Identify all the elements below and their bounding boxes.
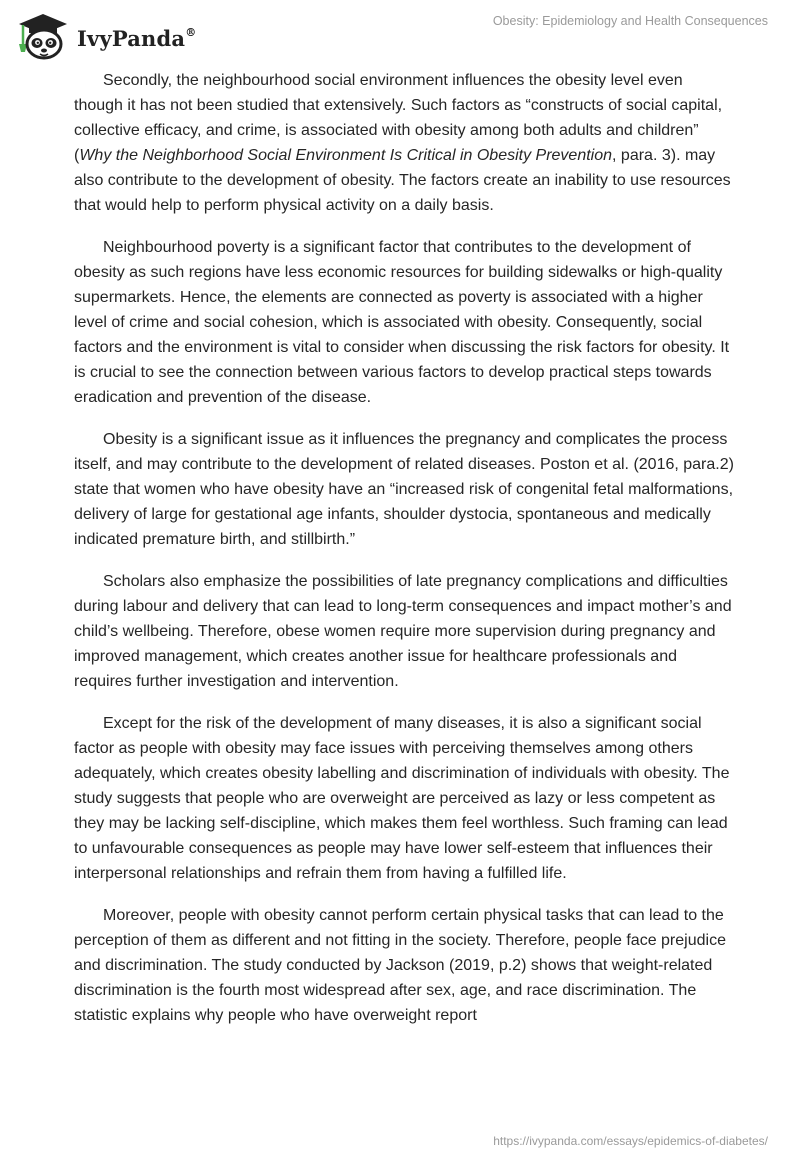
panda-graduate-icon: [15, 10, 71, 60]
paragraph: Scholars also emphasize the possibilities of late pregnancy complications and difficulties during labour and delivery that can lead to long-term consequences and impact mother’s and child’s wellbeing. Therefore, obese women require more supervision during pregnancy and improved management, which creates another issue for healthcare professionals and requires further investigation and intervention.: [74, 573, 732, 690]
cited-title: Why the Neighborhood Social Environment Is Critical in Obesity Prevention: [79, 147, 613, 164]
paragraph: Neighbourhood poverty is a significant factor that contributes to the development of obesity as such regions have less economic resources for building sidewalks or high-quality supermarkets. Hence, the elements are connected as poverty is associated with a higher level of crime and social cohesion, which is associated with obesity. Consequently, social factors and the environment is vital to consider when discussing the risk factors for obesity. It is crucial to see the connection between various factors to develop practical steps towards eradication and prevention of the disease.: [74, 239, 730, 406]
page-header: [0, 0, 800, 70]
source-url[interactable]: https://ivypanda.com/essays/epidemics-of-diabetes/: [493, 1134, 768, 1148]
paragraph: Except for the risk of the development of many diseases, it is also a significant social factor as people with obesity may face issues with perceiving themselves among others adequately, which creates obesity labelling and discrimination of individuals with obesity. The study suggests that people who are overweight are perceived as lazy or less competent as they may be lacking self-discipline, which makes them feel worthless. Such framing can lead to unfavourable consequences as people may have lower self-esteem that influences their interpersonal relationships and refrain them from having a fulfilled life.: [74, 715, 730, 882]
document-title: Obesity: Epidemiology and Health Consequences: [492, 14, 768, 28]
paragraph: Moreover, people with obesity cannot perform certain physical tasks that can lead to the perception of them as different and not fitting in the society. Therefore, people face prejudice and discrimination. The study conducted by Jackson (2019, p.2) shows that weight-related discrimination is the fourth most widespread after sex, age, and race discrimination. The statistic explains why people who have overweight report: [74, 907, 726, 1024]
paragraph: Secondly, the neighbourhood social environment influences the obesity level even though it has not been studied that extensively. Such factors as “constructs of social capital, collective efficacy, and crime, is associated with obesity among both adults and children” (Why the Neighborhood Social Environment Is Critical in Obesity Prevention, para. 3). may also contribute to the development of obesity. The factors create an inability to use resources that would help to perform physical activity on a daily basis.: [74, 72, 731, 214]
ivypanda-logo[interactable]: [15, 10, 196, 60]
logo-wordmark: IvyPanda®: [77, 25, 197, 51]
paragraph: Obesity is a significant issue as it influences the pregnancy and complicates the process itself, and may contribute to the development of related diseases. Poston et al. (2016, para.2) state that women who have obesity have an “increased risk of congenital fetal malformations, delivery of large for gestational age infants, shoulder dystocia, spontaneous and medically indicated premature birth, and stillbirth.”: [74, 431, 734, 548]
essay-body: [74, 68, 734, 1045]
